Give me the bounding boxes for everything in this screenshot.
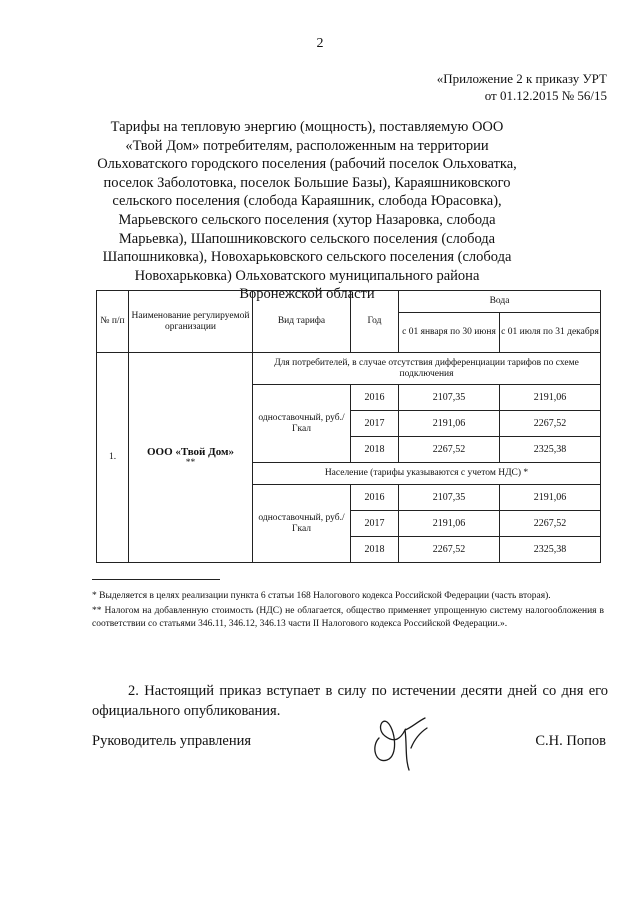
- appendix-reference: [437, 70, 607, 104]
- header-water: Вода: [399, 291, 601, 313]
- section-1-tariff: одноставочный, руб./Гкал: [253, 385, 351, 463]
- value-cell: 2325,38: [500, 437, 601, 463]
- organization-cell: [129, 353, 253, 563]
- value-cell: 2267,52: [500, 411, 601, 437]
- header-year: Год: [351, 291, 399, 353]
- value-cell: 2191,06: [500, 485, 601, 511]
- value-cell: 2267,52: [399, 537, 500, 563]
- effective-date-paragraph: 2. Настоящий приказ вступает в силу по истечении десяти дней со дня его официального опубликования.: [92, 683, 608, 719]
- page-number: 2: [316, 36, 324, 51]
- row-number: 1.: [97, 353, 129, 563]
- appendix-line-1: «Приложение 2 к приказу УРТ: [436, 71, 607, 86]
- header-period-2: с 01 июля по 31 декабря: [500, 313, 601, 353]
- header-period-1: с 01 января по 30 июня: [399, 313, 500, 353]
- value-cell: 2191,06: [500, 385, 601, 411]
- document-title: Тарифы на тепловую энергию (мощность), поставляемую ООО «Твой Дом» потребителям, расположенным на территории Ольховатского городского поселения (рабочий поселок Ольховатка, поселок Заболотовка, поселок Большие Базы), Караяшниковского сельского поселения (слобода Караяшник, слобода Юрасовка), Марьевского сельского поселения (хутор Назаровка, слобода Марьевка), Шапошниковского сельского поселения (слобода Шапошниковка), Новохарьковского сельского поселения (слобода Новохарьковка) Ольховатского муниципального района Воронежской области: [97, 119, 517, 303]
- year-cell: 2016: [351, 485, 399, 511]
- footnotes: [92, 590, 604, 633]
- header-number: № п/п: [97, 291, 129, 353]
- footnote-2: ** Налогом на добавленную стоимость (НДС) не облагается, общество применяет упрощенную систему налогообложения в соответствии со статьями 346.11, 346.12, 346.13 части II Налогового кодекса Российской Федерации.».: [92, 606, 604, 629]
- footnote-1: * Выделяется в целях реализации пункта 6 статьи 168 Налогового кодекса Российской Федерации (часть вторая).: [92, 591, 551, 601]
- section-2-tariff: одноставочный, руб./Гкал: [253, 485, 351, 563]
- header-tariff-type: Вид тарифа: [253, 291, 351, 353]
- year-cell: 2018: [351, 437, 399, 463]
- section-heading-row: [97, 353, 601, 385]
- signatory-title: Руководитель управления: [92, 733, 252, 749]
- header-organization: Наименование регулируемой организации: [129, 291, 253, 353]
- handwritten-signature: [365, 708, 435, 776]
- year-cell: 2017: [351, 511, 399, 537]
- value-cell: 2191,06: [399, 511, 500, 537]
- organization-mark: **: [185, 457, 196, 468]
- value-cell: 2107,35: [399, 385, 500, 411]
- value-cell: 2325,38: [500, 537, 601, 563]
- section-1-heading: Для потребителей, в случае отсутствия дифференциации тарифов по схеме подключения: [253, 353, 601, 385]
- appendix-line-2: от 01.12.2015 № 56/15: [484, 88, 607, 103]
- year-cell: 2018: [351, 537, 399, 563]
- section-2-heading: Население (тарифы указываются с учетом НДС) *: [253, 463, 601, 485]
- value-cell: 2191,06: [399, 411, 500, 437]
- value-cell: 2267,52: [500, 511, 601, 537]
- year-cell: 2017: [351, 411, 399, 437]
- organization-name: ООО «Твой Дом»: [146, 445, 234, 458]
- value-cell: 2107,35: [399, 485, 500, 511]
- footnote-divider: [92, 579, 220, 580]
- year-cell: 2016: [351, 385, 399, 411]
- signatory-name: С.Н. Попов: [535, 733, 606, 749]
- tariffs-table: [96, 290, 601, 563]
- value-cell: 2267,52: [399, 437, 500, 463]
